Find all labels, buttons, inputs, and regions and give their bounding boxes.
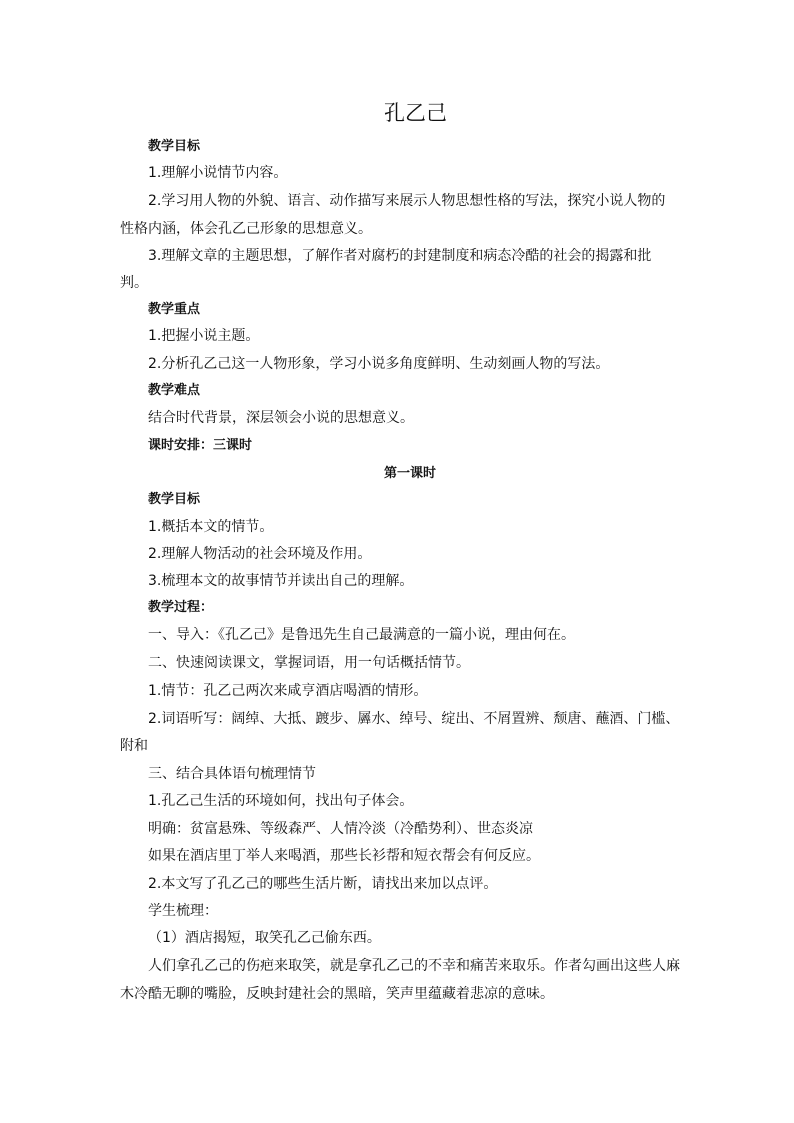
section-heading: 教学目标 (148, 492, 201, 507)
paragraph-line: 2.理解人物活动的社会环境及作用。 (148, 546, 372, 562)
paragraph-line: 1.孔乙己生活的环境如何，找出句子体会。 (148, 793, 414, 809)
paragraph-line: 1.把握小说主题。 (148, 328, 260, 344)
paragraph-line: 1.概括本文的情节。 (148, 519, 274, 535)
schedule-heading: 课时安排：三课时 (148, 438, 253, 453)
paragraph-line: 性格内涵，体会孔乙己形象的思想意义。 (120, 221, 372, 237)
paragraph-line: 3.梳理本文的故事情节并读出自己的理解。 (148, 573, 414, 589)
paragraph-line: 二、快速阅读课文，掌握词语，用一句话概括情节。 (148, 655, 470, 671)
paragraph-line: 三、结合具体语句梳理情节 (148, 766, 316, 782)
paragraph-line: 人们拿孔乙己的伤疤来取笑，就是拿孔乙己的不幸和痛苦来取乐。作者勾画出这些人麻 (148, 958, 680, 974)
paragraph-line: 3.理解文章的主题思想，了解作者对腐朽的封建制度和病态冷酷的社会的揭露和批 (148, 248, 652, 264)
paragraph-line: 1.情节：孔乙己两次来咸亨酒店喝酒的情形。 (148, 683, 428, 699)
paragraph-line: 2.本文写了孔乙己的哪些生活片断，请找出来加以点评。 (148, 876, 498, 892)
section-heading: 教学过程： (148, 600, 214, 615)
paragraph-line: 判。 (120, 275, 148, 291)
paragraph-line: 明确：贫富悬殊、等级森严、人情冷淡（冷酷势利）、世态炎凉 (148, 821, 533, 837)
paragraph-line: 学生梳理： (148, 903, 218, 919)
paragraph-line: （1）酒店揭短，取笑孔乙己偷东西。 (148, 930, 381, 946)
paragraph-line: 2.分析孔乙己这一人物形象，学习小说多角度鲜明、生动刻画人物的写法。 (148, 356, 610, 372)
section-heading: 教学重点 (148, 302, 201, 317)
section-heading: 教学难点 (148, 383, 201, 398)
paragraph-line: 木冷酷无聊的嘴脸，反映封建社会的黑暗，笑声里蕴藏着悲凉的意味。 (120, 986, 554, 1002)
paragraph-line: 如果在酒店里丁举人来喝酒，那些长衫帮和短衣帮会有何反应。 (148, 848, 540, 864)
paragraph-line: 2.词语听写：阔绰、大抵、踱步、羼水、绰号、绽出、不屑置辨、颓唐、蘸酒、门槛、 (148, 711, 680, 727)
lesson-heading: 第一课时 (384, 466, 437, 481)
paragraph-line: 一、导入：《孔乙己》是鲁迅先生自己最满意的一篇小说，理由何在。 (148, 627, 575, 643)
paragraph-line: 结合时代背景，深层领会小说的思想意义。 (148, 410, 414, 426)
page-title: 孔乙己 (384, 101, 447, 125)
paragraph-line: 附和 (120, 738, 148, 754)
paragraph-line: 2.学习用人物的外貌、语言、动作描写来展示人物思想性格的写法，探究小说人物的 (148, 193, 666, 209)
section-heading: 教学目标 (148, 139, 201, 154)
paragraph-line: 1.理解小说情节内容。 (148, 165, 288, 181)
